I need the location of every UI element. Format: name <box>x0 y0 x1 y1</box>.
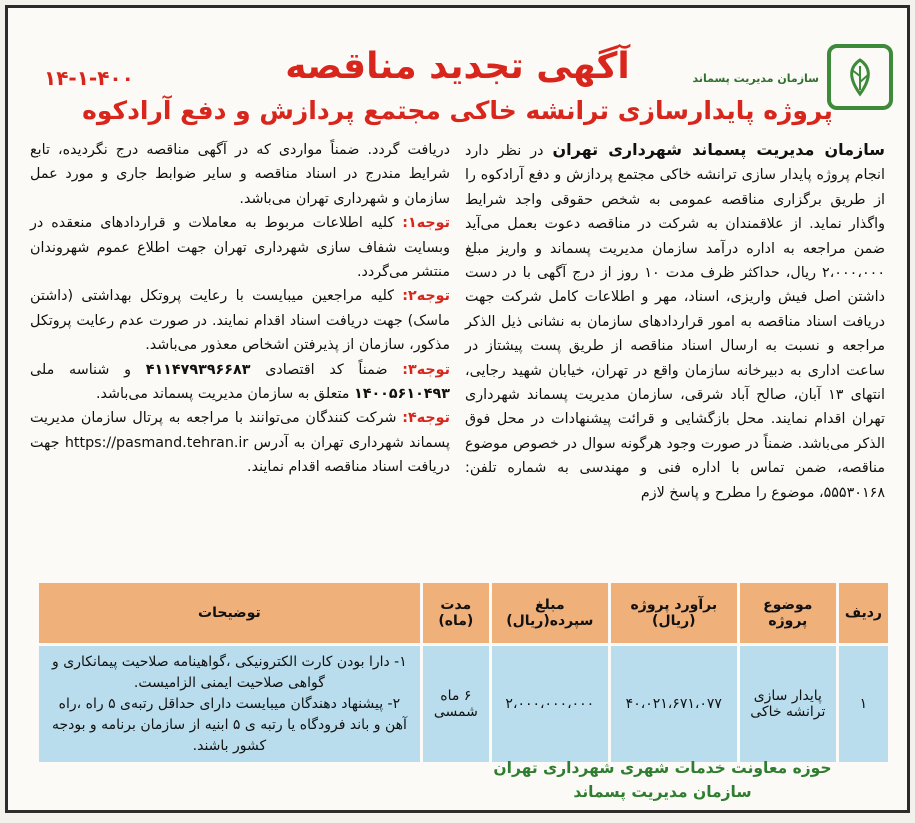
economic-code: ۴۱۱۴۷۹۳۹۶۶۸۳ <box>145 361 251 378</box>
intro-paragraph: دریافت گردد. ضمناً مواردی که در آگهی مناقصه درج نگردیده، تابع شرایط مندرج در اسناد مناقصه و سایر ضوابط جاری و مورد عمل سازمان و شهرداری تهران می‌باشد. <box>30 142 450 207</box>
header-index: ردیف <box>839 583 888 643</box>
note-3-text-c: متعلق به سازمان مدیریت پسماند می‌باشد. <box>95 386 350 403</box>
note-4-text-b: جهت دریافت اسناد مناقصه اقدام نمایند. <box>30 434 450 476</box>
header-deposit: مبلغ سپرده(ریال) <box>492 583 608 643</box>
note-4-text-a: شرکت کنندگان می‌توانند با مراجعه به پرتال سازمان مدیریت پسماند شهرداری تهران به آدرس <box>30 410 450 451</box>
left-column <box>30 138 450 480</box>
note-3 <box>30 358 450 407</box>
org-name: سازمان مدیریت پسماند <box>692 72 819 85</box>
note-3-label: توجه۳: <box>402 361 451 378</box>
note-2-label: توجه۲: <box>402 288 450 305</box>
lead-bold: سازمان مدیریت پسماند شهرداری تهران <box>552 140 885 159</box>
table-header-row <box>39 583 888 643</box>
footer-line-2: سازمان مدیریت پسماند <box>573 783 752 801</box>
header-subject: موضوع پروژه <box>740 583 836 643</box>
description-item-2: ۲- پیشنهاد دهندگان میبایست دارای حداقل رتبه‌ی ۵ راه ،راه آهن و باند فرودگاه یا رتبه ی ۵ ابنیه از سازمان برنامه و بودجه کشور باشند. <box>51 695 407 754</box>
cell-description <box>39 646 420 762</box>
main-body: در نظر دارد انجام پروژه پایدار سازی ترانشه خاکی مجتمع پردازش و دفع آرادکوه را از طریق برگزاری مناقصه عمومی به شخص حقوقی واجد شرایط واگذار نماید. از علاقمندان به شرکت در مناقصه دعوت بعمل می‌آید ضمن مراجعه به اداره درآمد سازمان مدیریت پسماند و واریز مبلغ ۲،۰۰۰،۰۰۰ ریال، حداکثر ظرف مدت ۱۰ روز از درج آگهی با در دست داشتن اصل فیش واریزی، اسناد، مهر و اطلاعات کامل شرکت جهت دریافت اسناد مناقصه به امور قراردادهای سازمان به نشانی ذیل الذکر مراجعه و نسبت به ارسال اسناد مناقصه از طریق پست پیشتاز در ساعت اداری به دبیرخانه سازمان واقع در تهران، خیابان شهید رجایی، انتهای ۱۳ آبان، صالح آباد شرقی، سازمان مدیریت پسماند شهرداری تهران اقدام نمایند. محل بازگشایی و قرائت پیشنهادات در محل فوق الذکر می‌باشد. ضمناً در صورت وجود هرگونه سوال در خصوص موضوع مناقصه، ضمن تماس با اداره فنی و مهندسی به شماره تلفن: ۵۵۵۳۰۱۶۸، موضوع را مطرح و پاسخ لازم <box>465 143 885 501</box>
notice-subtitle: پروژه پایدارسازی ترانشه خاکی مجتمع پردازش و دفع آرادکوه <box>82 96 833 125</box>
note-1 <box>30 211 450 284</box>
main-paragraph <box>465 138 885 505</box>
note-4 <box>30 406 450 479</box>
footer-signature <box>8 756 907 804</box>
note-1-text: کلیه اطلاعات مربوط به معاملات و قراردادهای منعقده در وبسایت شفاف سازی شهرداری تهران جهت اطلاع عموم شهروندان منتشر می‌گردد. <box>30 215 450 281</box>
description-item-1: ۱- دارا بودن کارت الکترونیکی ،گواهینامه صلاحیت پیمانکاری و گواهی صلاحیت ایمنی الزامیست. <box>52 653 407 691</box>
note-3-text-a: ضمناً کد اقتصادی <box>265 361 388 378</box>
header-estimate: برآورد پروژه (ریال) <box>611 583 737 643</box>
tender-table <box>36 580 891 765</box>
cell-deposit: ۲،۰۰۰،۰۰۰،۰۰۰ <box>492 646 608 762</box>
note-4-label: توجه۴: <box>402 410 451 427</box>
right-column <box>465 138 885 505</box>
header-duration: مدت (ماه) <box>423 583 489 643</box>
footer-line-1: حوزه معاونت خدمات شهری شهرداری تهران <box>493 759 832 777</box>
note-2-text: کلیه مراجعین میبایست با رعایت پروتکل بهداشتی (داشتن ماسک) جهت دریافت اسناد اقدام نمایند. در صورت عدم رعایت پروتکل مذکور، سازمان از پذیرفتن اشخاص معذور می‌باشد. <box>30 288 450 354</box>
notice-title: آگهی تجدید مناقصه <box>285 46 630 87</box>
tender-notice <box>5 5 910 813</box>
portal-link[interactable]: https://pasmand.tehran.ir <box>64 434 249 451</box>
cell-estimate: ۴۰،۰۲۱،۶۷۱،۰۷۷ <box>611 646 737 762</box>
note-1-label: توجه۱: <box>402 215 450 232</box>
cell-subject: پایدار سازی ترانشه خاکی <box>740 646 836 762</box>
note-3-text-b: و شناسه ملی <box>30 361 131 378</box>
table-row <box>39 646 888 762</box>
note-2 <box>30 284 450 357</box>
national-id: ۱۴۰۰۵۶۱۰۴۹۳ <box>354 386 450 403</box>
cell-duration: ۶ ماه شمسی <box>423 646 489 762</box>
header-description: توضیحات <box>39 583 420 643</box>
cell-index: ۱ <box>839 646 888 762</box>
notice-date: ۱۴-۱-۴۰۰ <box>44 66 134 90</box>
